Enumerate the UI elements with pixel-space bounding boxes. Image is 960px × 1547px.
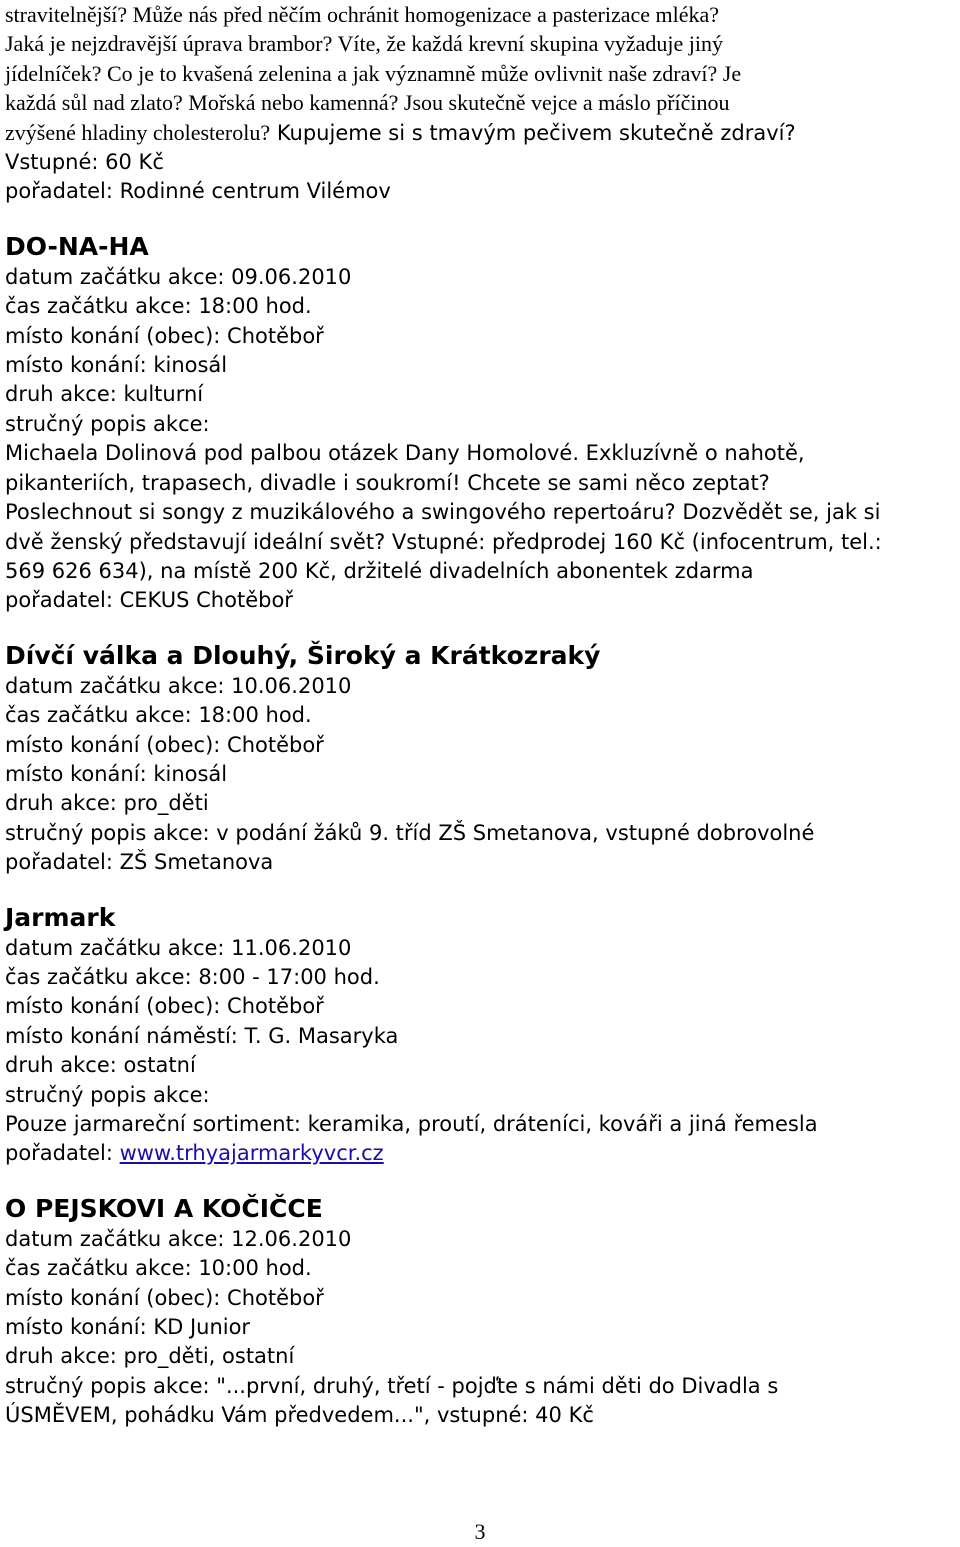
intro-line xyxy=(5,118,955,148)
event-place: místo konání: kinosál xyxy=(5,353,228,378)
page-number: 3 xyxy=(474,1519,486,1544)
event-place: místo konání: KD Junior xyxy=(5,1315,251,1340)
intro-line: každá sůl nad zlato? Mořská nebo kamenná? Jsou skutečně vejce a máslo příčinou xyxy=(5,90,730,116)
intro-line-part: Kupujeme si s tmavým pečivem skutečně zdraví? xyxy=(270,120,796,145)
event-description: Michaela Dolinová pod palbou otázek Dany Homolové. Exkluzívně o nahotě, xyxy=(5,441,805,466)
event-time: čas začátku akce: 10:00 hod. xyxy=(5,1256,312,1281)
event-place: místo konání: kinosál xyxy=(5,761,228,786)
intro-organizer: pořadatel: Rodinné centrum Vilémov xyxy=(5,179,391,204)
intro-line: jídelníček? Co je to kvašená zelenina a jak významně může ovlivnit naše zdraví? Je xyxy=(5,60,742,86)
event-title: Jarmark xyxy=(5,902,116,932)
event-description: pikanteriích, trapasech, divadle i soukromí! Chcete se sami něco zeptat? xyxy=(5,470,770,495)
event-date: datum začátku akce: 10.06.2010 xyxy=(5,673,352,698)
document-page xyxy=(5,0,955,1431)
event-description: stručný popis akce: "...první, druhý, třetí - pojďte s námi děti do Divadla s xyxy=(5,1373,779,1398)
intro-line: stravitelnější? Může nás před něčím ochránit homogenizace a pasterizace mléka? xyxy=(5,2,720,27)
event-town: místo konání (obec): Chotěboř xyxy=(5,732,324,757)
event-title: Dívčí válka a Dlouhý, Široký a Krátkozraký xyxy=(5,640,601,670)
intro-paragraph xyxy=(5,0,955,207)
event-description: stručný popis akce: v podání žáků 9. tříd ZŠ Smetanova, vstupné dobrovolné xyxy=(5,820,815,845)
event-organizer: pořadatel: CEKUS Chotěboř xyxy=(5,588,293,613)
event-time: čas začátku akce: 8:00 - 17:00 hod. xyxy=(5,964,380,989)
event-type: druh akce: pro_děti xyxy=(5,791,209,816)
event-date: datum začátku akce: 09.06.2010 xyxy=(5,264,352,289)
event-place: místo konání náměstí: T. G. Masaryka xyxy=(5,1023,399,1048)
event-title: DO-NA-HA xyxy=(5,231,149,261)
event-divci-valka xyxy=(5,640,955,878)
event-type: druh akce: ostatní xyxy=(5,1053,196,1078)
event-type: druh akce: pro_děti, ostatní xyxy=(5,1344,295,1369)
event-town: místo konání (obec): Chotěboř xyxy=(5,323,324,348)
event-jarmark xyxy=(5,902,955,1169)
event-description: dvě ženský představují ideální svět? Vstupné: předprodej 160 Kč (infocentrum, tel.: xyxy=(5,529,882,554)
event-description: ÚSMĚVEM, pohádku Vám předvedem...", vstupné: 40 Kč xyxy=(5,1403,594,1428)
event-description: Pouze jarmareční sortiment: keramika, proutí, dráteníci, kováři a jiná řemesla xyxy=(5,1112,818,1136)
intro-line-part: zvýšené hladiny cholesterolu? xyxy=(5,119,271,145)
event-type: druh akce: kulturní xyxy=(5,382,204,407)
event-description: 569 626 634), na místě 200 Kč, držitelé divadelních abonentek zdarma xyxy=(5,558,754,583)
intro-line: Jaká je nejzdravější úprava brambor? Víte, že každá krevní skupina vyžaduje jiný xyxy=(5,31,723,57)
event-time: čas začátku akce: 18:00 hod. xyxy=(5,703,312,728)
organizer-label: pořadatel: xyxy=(5,1141,120,1166)
event-title: O PEJSKOVI A KOČIČCE xyxy=(5,1193,323,1223)
event-organizer: pořadatel: ZŠ Smetanova xyxy=(5,850,274,875)
event-donaha xyxy=(5,231,955,616)
event-date: datum začátku akce: 11.06.2010 xyxy=(5,935,352,960)
event-o-pejskovi xyxy=(5,1193,955,1431)
event-organizer xyxy=(5,1139,955,1168)
event-description-label: stručný popis akce: xyxy=(5,411,210,436)
event-date: datum začátku akce: 12.06.2010 xyxy=(5,1226,352,1251)
event-description: Poslechnout si songy z muzikálového a swingového repertoáru? Dozvědět se, jak si xyxy=(5,500,881,525)
organizer-website-link[interactable]: www.trhyajarmarkyvcr.cz xyxy=(119,1141,384,1166)
event-time: čas začátku akce: 18:00 hod. xyxy=(5,294,312,319)
event-town: místo konání (obec): Chotěboř xyxy=(5,994,324,1019)
event-description-label: stručný popis akce: xyxy=(5,1082,210,1107)
event-town: místo konání (obec): Chotěboř xyxy=(5,1285,324,1310)
intro-entry: Vstupné: 60 Kč xyxy=(5,150,164,175)
